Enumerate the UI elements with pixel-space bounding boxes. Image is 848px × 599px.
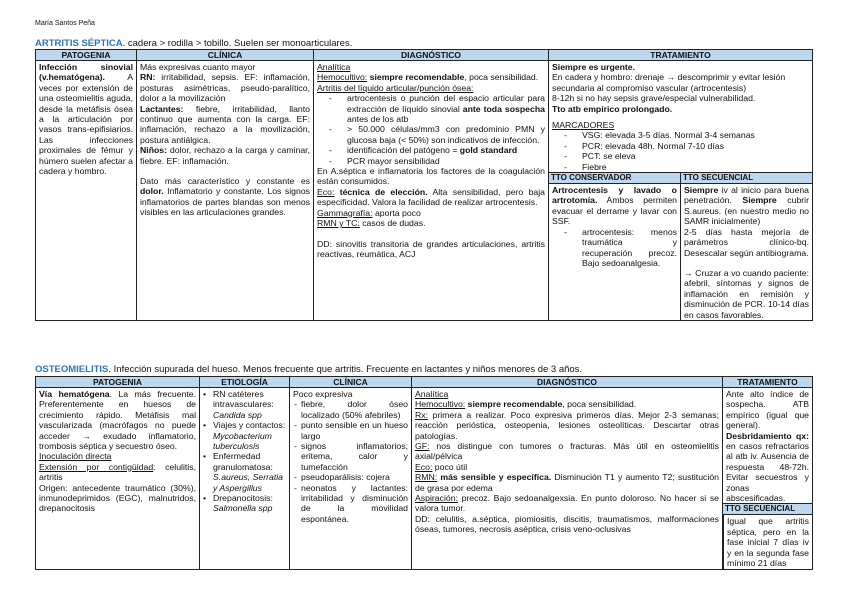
gamma-label: Gammagrafía: <box>317 207 373 218</box>
rmn-rest: casos de dudas. <box>359 218 426 229</box>
osteo-subtitle: . Infección supurada del hueso. Menos frecuente que artritis. Frecuente en lactantes y niños menores de 3 años. <box>108 364 583 375</box>
dx-liquido: Artritis del líquido articular/punción ósea: <box>317 82 474 93</box>
ohemo-label: Hemocultivo: <box>415 399 466 410</box>
osteo-table <box>35 376 813 570</box>
desb-bold: Desbridamiento qx: <box>726 430 809 441</box>
et3-i: S.aureus, Serratia y Aspergillus <box>213 472 284 493</box>
oeco-rest: poco útil <box>432 461 468 472</box>
dx-list-item <box>323 145 545 155</box>
marker-item: - Fiebre <box>558 162 809 172</box>
marker-item: - PCT: se eleva <box>558 151 809 161</box>
artritis-patogenia-text: A veces por extensión de una osteomielitis aguda, desde la metáfisis ósea a la articulación por vasos trans-epifisiarios. Las infecciones proximales de fémur y húmero suelen afectar a cadera y hombro. <box>39 72 133 177</box>
li3-b: gold standard <box>459 145 518 156</box>
osteo-pat-ext <box>39 462 196 483</box>
artritis-patogenia-cell <box>36 61 137 321</box>
ohemo-rest: , poca sensibilidad. <box>562 399 637 410</box>
gf-rest: nos distingue con tumores o fracturas. Más útil en osteomielitis axial/pélvica <box>415 441 719 462</box>
tto-conservador-header: TTO CONSERVADOR <box>549 173 680 184</box>
tto-secuencial-header: TTO SECUENCIAL <box>681 173 812 184</box>
dx-aseptica: En A.séptica e inflamatoria los factores de la coagulación están consumidos. <box>317 166 545 187</box>
dx-gamma <box>317 208 545 218</box>
osteo-diagnostico-cell <box>412 388 723 570</box>
desb-rest: en casos refractarios al atb iv. Ausencia de respuesta 48-72h. Evitar secuestros y zonas abscesificadas. <box>726 441 809 504</box>
markers-list <box>552 130 809 172</box>
osteo-header-patogenia: PATOGENIA <box>36 377 200 388</box>
hemo-label: Hemocultivo: <box>317 72 368 83</box>
ext-rest: : celulitis, artritis <box>39 461 196 483</box>
dx-dd: DD: sinovitis transitoria de grandes articulaciones, artritis reactivas, reumática, ACJ <box>317 238 545 259</box>
etiologia-item <box>203 389 286 420</box>
cons-list-item: - artrocentesis: menos traumática y recuperación precoz. Bajo sedoanalgesia. <box>558 227 677 269</box>
pat-bold: Vía hematógena <box>39 389 110 399</box>
tto-secuencial <box>680 173 812 320</box>
artritis-diagnostico-cell <box>314 61 549 321</box>
osteo-header-etiologia: ETIOLOGÍA <box>200 377 290 388</box>
ninos-text: dolor, rechazo a la carga y caminar, fiebre. EF: inflamación. <box>140 145 310 166</box>
dx-list-item: - > 50.000 células/mm3 con predominio PMN y glucosa baja (< 50%) son indicativos de infección. <box>323 124 545 145</box>
osteo-clinica-cell <box>290 388 412 570</box>
osteo-content-row <box>36 388 813 570</box>
artritis-header-clinica: CLÍNICA <box>137 50 314 61</box>
rx-rest: primera a realizar. Poco expresiva primeros días. Mejor 2-3 semanas; reacción perióstica, osteopenia, lesiones osteolíticas. Descartar otras patologías. <box>415 409 719 441</box>
hemo-rest: , poca sensibilidad. <box>464 72 539 83</box>
dx-eco <box>317 187 545 208</box>
eco-label: Eco: <box>317 186 335 197</box>
artritis-table <box>35 49 813 321</box>
pat-rest: . La más frecuente. Preferentemente en huesos de crecimiento rápido. Metáfisis mal vascularizada (macrófagos no puede acceder → exudado inflamatorio, trombosis séptica y secuestro óseo. <box>39 389 196 452</box>
ormn-bold: más sensible y específica. <box>437 472 552 483</box>
seq-p2: 2-5 días hasta mejoría de parámetros clínico-bq. Desescalar según antibiograma. <box>684 226 809 258</box>
osteo-header-tratamiento: TRATAMIENTO <box>723 377 813 388</box>
osteo-header-row <box>36 377 813 388</box>
artritis-clinica-rn <box>140 72 310 103</box>
osteo-patogenia-cell <box>36 388 200 570</box>
ninos-label: Niños: <box>140 145 168 156</box>
artritis-title: ARTRITIS SÉPTICA <box>35 38 123 49</box>
dato-b: dolor. <box>140 186 164 197</box>
asp-label: Aspiración: <box>415 493 458 504</box>
artritis-clinica-intro: Más expresivas cuanto mayor <box>140 62 256 72</box>
et4-i: Salmonella spp <box>213 503 273 514</box>
li1-c: antes de los atb <box>347 114 409 125</box>
etiologia-item <box>203 493 286 514</box>
osteo-etiologia-cell <box>200 388 290 570</box>
odx-gf <box>415 441 719 462</box>
clin-item: - fiebre, dolor óseo localizado (50% afebriles) <box>293 399 408 420</box>
artritis-header-diagnostico: DIAGNÓSTICO <box>314 50 549 61</box>
author-name: María Santos Peña <box>35 20 95 27</box>
rn-text: irritabilidad, sepsis. EF: inflamación, posturas asimétricas, pseudo-paralítico, dolor a la movilización <box>140 72 310 104</box>
tto-p3: Tto atb empírico prolongado. <box>552 103 673 114</box>
et1-i: Candida spp <box>213 409 262 420</box>
clin-item: - pseudoparálisis: cojera <box>293 472 408 482</box>
odx-dd: DD: celulitis, a.séptica, piomiositis, discitis, traumatismos, malformaciones óseas, tumores, necrosis aséptica, crisis veno-oclusivas <box>415 513 719 535</box>
etiologia-item <box>203 420 286 451</box>
cons-list <box>552 227 677 269</box>
dx-list-item: - PCR mayor sensibilidad <box>323 156 545 166</box>
etiologia-list <box>203 389 286 514</box>
artritis-clinica-ninos <box>140 145 310 166</box>
marker-item: - VSG: elevada 3-5 días. Normal 3-4 semanas <box>558 130 809 140</box>
clin-item: - signos inflamatorios; eritema, calor y tumefacción <box>293 441 408 472</box>
ormn-rest: Disminución T1 y aumento T2; sustitución de grasa por edema <box>415 472 719 493</box>
gamma-rest: aporta poco <box>372 207 421 218</box>
tto-conservador-body <box>549 184 680 269</box>
hemo-bold: siempre recomendable <box>367 72 465 83</box>
osteo-title: OSTEOMIELITIS <box>35 364 109 375</box>
dx-liquido-list <box>317 93 545 166</box>
eco-rest: Alta sensibilidad, pero baja especificidad. Valora la facilidad de realizar artrocentesis. <box>317 186 545 208</box>
artritis-patogenia-bold: Infección sinovial (v.hematógena). <box>39 62 133 83</box>
osteo-tratamiento-cell <box>723 388 813 570</box>
rmn-label: RMN y TC: <box>317 218 360 229</box>
artritis-tratamiento-cell <box>549 61 813 321</box>
li1-b: ante toda sospecha <box>462 103 545 114</box>
tto-split <box>549 172 812 320</box>
dx-analitica: Analítica <box>317 62 351 72</box>
artritis-clinica-lactantes <box>140 104 310 146</box>
odx-rmn <box>415 472 719 493</box>
et4-a: Drepanocitosis: <box>213 493 273 504</box>
rn-label: RN: <box>140 72 156 83</box>
osteo-section-title <box>35 364 582 375</box>
artritis-header-tratamiento: TRATAMIENTO <box>549 50 813 61</box>
otto-seq-header: TTO SECUENCIAL <box>723 504 812 515</box>
cons-rest: Ambos permiten evacuar el derrame y lavar con SSF. <box>552 195 677 227</box>
otto-desb <box>726 431 809 504</box>
otto-split <box>723 503 812 569</box>
asp-rest: precoz. Bajo sedoanalgexsia. En punto doloroso. No hacer si se valora tumor. <box>415 493 719 514</box>
osteo-clin-intro: Poco expresiva <box>293 389 353 399</box>
clin-item: - punto sensible en un hueso largo <box>293 420 408 441</box>
seq-p1 <box>684 185 809 227</box>
artritis-subtitle: . cadera > rodilla > tobillo. Suelen ser monoarticulares. <box>122 38 353 49</box>
tto-p2: 8-12h si no hay sepsis grave/especial vulnerabilidad. <box>552 93 756 104</box>
seq-p3: → Cruzar a vo cuando paciente: afebril, síntomas y signos de inflamación en remisión y disminución de PCR. 10-14 días en casos favorables. <box>684 267 809 320</box>
osteo-pat-origen: Origen: antecedente traumático (30%), inmunodeprimidos (EGC), malnutridos, drepanocitosis <box>39 482 196 514</box>
osteo-header-diagnostico: DIAGNÓSTICO <box>412 377 723 388</box>
tto-marcadores: MARCADORES <box>552 120 615 131</box>
seq-c: Siempre <box>742 195 777 206</box>
otto-seq-body: Igual que artritis séptica, pero en la fase inicial 7 días iv y en la segunda fase mínimo 21 días <box>723 515 812 569</box>
et1-a: RN catéteres intravasculares: <box>213 389 274 410</box>
ext-label: Extensión por contigüidad <box>39 461 154 472</box>
odx-asp <box>415 493 719 514</box>
osteo-header-clinica: CLÍNICA <box>290 377 412 388</box>
lactantes-text: fiebre, irritabilidad, llanto continuo que aumenta con la carga. EF: inflamación, rechazo a la movilización, postura antiálgica. <box>140 103 310 145</box>
artritis-clinica-cell <box>137 61 314 321</box>
artritis-content-row <box>36 61 813 321</box>
dx-rmn <box>317 218 545 228</box>
artritis-section-title <box>35 38 352 49</box>
artritis-header-row <box>36 50 813 61</box>
seq-d: cubrir S.aureus. (en nuestro medio no SAMR inicialmente) <box>684 195 810 227</box>
marker-item: - PCR: elevada 48h. Normal 7-10 días <box>558 141 809 151</box>
tto-conservador <box>549 173 680 320</box>
dato-c: Inflamatorio y constante. Los signos inflamatorios de partes blandas son menos visibles en las articulaciones grandes. <box>140 186 310 218</box>
etiologia-item <box>203 451 286 493</box>
eco-bold: técnica de elección. <box>334 186 428 197</box>
odx-rx <box>415 410 719 441</box>
odx-eco <box>415 462 719 472</box>
dx-hemocultivo <box>317 72 545 82</box>
cons-bold: Artrocentesis y lavado o artrotomía. <box>552 185 677 206</box>
et2-i: Mycobacterium tuberculosis <box>213 430 272 452</box>
seq-a: Siempre <box>684 185 719 196</box>
li1-a: artrocentesis o punción del espacio articular para extracción de líquido sinovial <box>347 93 545 114</box>
rx-label: Rx: <box>415 409 429 420</box>
osteo-pat-p1 <box>39 389 196 451</box>
ohemo-bold: siempre recomendable <box>465 399 563 410</box>
odx-analitica: Analítica <box>415 389 449 399</box>
odx-hemo <box>415 399 719 409</box>
dx-list-item <box>323 93 545 124</box>
osteo-pat-inoc: Inoculación directa <box>39 451 112 462</box>
tto-p1: En cadera y hombro: drenaje → descomprimir y evitar lesión secundaria al compromiso vascular (artrocentesis) <box>552 72 786 93</box>
clin-item: - neonatos y lactantes: irritabilidad y disminución de la movilidad espontánea. <box>293 483 408 525</box>
otto-p1: Ante alto índice de sospecha. ATB empírico (igual que general). <box>726 389 809 431</box>
li3-a: identificación del patógeno = <box>347 145 460 156</box>
dato-a: Dato más característico y constante es <box>140 176 310 187</box>
tto-urgente: Siempre es urgente. <box>552 62 636 72</box>
oeco-label: Eco: <box>415 461 433 472</box>
tto-secuencial-body <box>681 184 812 320</box>
gf-label: GF: <box>415 441 430 452</box>
osteo-clin-list <box>293 399 408 524</box>
et2-a: Viajes y contactos: <box>213 420 286 431</box>
et3-a: Enfermedad granulomatosa: <box>213 451 273 472</box>
artritis-clinica-dato <box>140 176 310 218</box>
ormn-label: RMN: <box>415 472 438 483</box>
lactantes-label: Lactantes: <box>140 103 184 114</box>
seq-b: iv al inicio para buena penetración. <box>684 185 809 206</box>
artritis-header-patogenia: PATOGENIA <box>36 50 137 61</box>
